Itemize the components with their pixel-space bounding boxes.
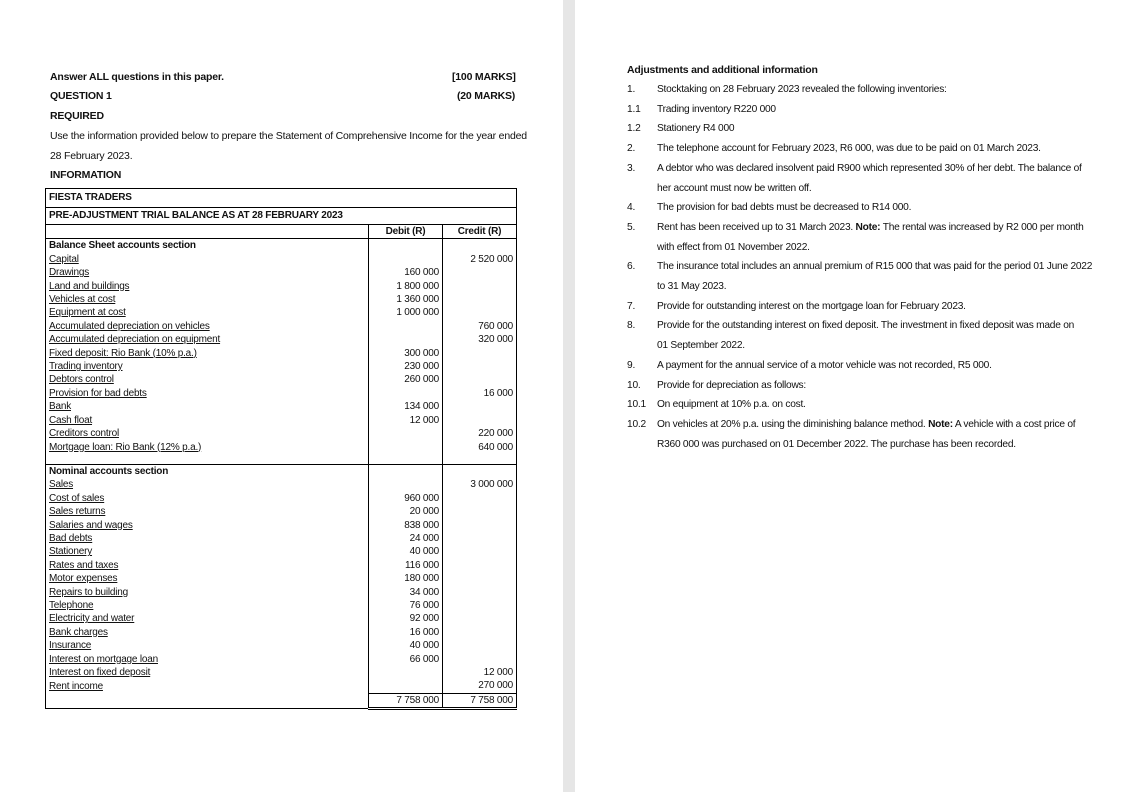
adjustment-text: Provide for outstanding interest on the mortgage loan for February 2023. [657,300,966,312]
credit-value [443,519,517,532]
debit-value: 1 000 000 [369,306,443,319]
credit-value [443,492,517,505]
table-row [46,572,517,585]
table-row [46,599,517,612]
debit-value [369,253,443,266]
credit-value [443,266,517,279]
table-row [46,427,517,440]
account-name: Salaries and wages [49,519,133,531]
adjustment-number: 10.2 [627,418,647,430]
adjustment-number: 1.2 [627,123,641,135]
debit-value: 230 000 [369,360,443,373]
adjustment-text: Stationery R4 000 [657,123,735,135]
adjustment-text: Stocktaking on 28 February 2023 revealed the following inventories: [657,84,947,95]
debit-value: 24 000 [369,532,443,545]
adjustment-text: Provide for the outstanding interest on fixed deposit. The investment in fixed deposit was made on [657,320,1075,332]
debit-value: 76 000 [369,599,443,612]
account-name: Sales returns [49,506,106,518]
credit-value [443,545,517,558]
total-row [46,693,517,708]
account-name: Bank [49,401,71,413]
debit-value: 12 000 [369,414,443,427]
table-row [46,320,517,333]
instruction-text: Answer ALL questions in this paper. [50,71,224,83]
credit-value [443,599,517,612]
table-row [46,333,517,346]
trial-balance-table [45,188,517,710]
account-name: Bank charges [49,626,108,638]
adjustment-text: 01 September 2022. [657,340,745,352]
table-row [46,373,517,386]
table-row [46,559,517,572]
adjustment-text: her account must now be written off. [657,182,812,194]
company-name: FIESTA TRADERS [46,189,517,208]
account-name: Vehicles at cost [49,294,116,306]
adjustment-number: 10.1 [627,399,647,411]
adjustment-text: On vehicles at 20% p.a. using the diminishing balance method. Note: A vehicle with a cost price of [657,418,1076,430]
credit-value [443,639,517,652]
balance-sheet-heading: Balance Sheet accounts section [46,239,369,253]
account-name: Bad debts [49,532,93,544]
adjustment-text: A debtor who was declared insolvent paid R900 which represented 30% of her debt. The balance of [657,162,1082,174]
debit-value [369,333,443,346]
adjustment-text: with effect from 01 November 2022. [657,241,810,253]
table-row [46,387,517,400]
account-name: Accumulated depreciation on vehicles [49,320,210,332]
debit-value [369,320,443,333]
account-name: Insurance [49,640,92,652]
credit-value [443,559,517,572]
debit-header: Debit (R) [369,225,443,239]
balance-sheet-heading-row [46,239,517,253]
table-row [46,653,517,666]
adjustment-number: 9. [627,359,636,371]
total-debit: 7 758 000 [369,693,443,708]
table-row [46,414,517,427]
adjustments-title: Adjustments and additional information [627,64,818,76]
table-row [46,626,517,639]
table-row [46,679,517,693]
trial-balance-title: PRE-ADJUSTMENT TRIAL BALANCE AS AT 28 FEBRUARY 2023 [46,208,517,225]
table-row [46,519,517,532]
account-name: Debtors control [49,374,114,386]
debit-value [369,478,443,491]
table-row [46,478,517,491]
debit-value [369,427,443,440]
debit-value: 66 000 [369,653,443,666]
account-name: Cash float [49,414,93,426]
credit-value [443,505,517,518]
debit-value: 34 000 [369,586,443,599]
table-row [46,347,517,360]
column-header-row [46,225,517,239]
credit-value: 640 000 [443,441,517,454]
credit-value: 760 000 [443,320,517,333]
debit-value: 20 000 [369,505,443,518]
required-text-line1: Use the information provided below to prepare the Statement of Comprehensive Income for the year ended [50,130,527,142]
debit-value: 40 000 [369,639,443,652]
credit-value: 270 000 [443,679,517,693]
credit-value [443,612,517,625]
table-row [46,532,517,545]
adjustment-number: 3. [627,162,636,174]
debit-value: 960 000 [369,492,443,505]
credit-value [443,306,517,319]
account-name: Creditors control [49,428,119,440]
credit-value: 320 000 [443,333,517,346]
account-name: Equipment at cost [49,307,126,319]
credit-value [443,280,517,293]
table-row [46,280,517,293]
credit-value [443,400,517,413]
nominal-heading: Nominal accounts section [46,464,369,478]
debit-value: 16 000 [369,626,443,639]
adjustment-text: The insurance total includes an annual premium of R15 000 that was paid for the period 01 June 2022 [657,261,1093,273]
debit-value: 180 000 [369,572,443,585]
credit-value: 3 000 000 [443,478,517,491]
debit-value [369,441,443,454]
credit-value: 12 000 [443,666,517,679]
adjustment-text: The provision for bad debts must be decreased to R14 000. [657,202,912,214]
adjustment-number: 5. [627,221,636,233]
adjustment-number: 10. [627,379,641,391]
account-name: Rent income [49,680,103,692]
debit-value: 1 800 000 [369,280,443,293]
credit-value: 16 000 [443,387,517,400]
adjustment-text: A payment for the annual service of a motor vehicle was not recorded, R5 000. [657,359,992,371]
debit-value: 160 000 [369,266,443,279]
note-label: Note: [855,221,881,233]
credit-value [443,653,517,666]
credit-value: 220 000 [443,427,517,440]
account-name: Rates and taxes [49,559,119,571]
account-name: Trading inventory [49,361,123,373]
account-name: Electricity and water [49,613,135,625]
credit-value [443,572,517,585]
credit-value [443,293,517,306]
table-row [46,545,517,558]
debit-value [369,387,443,400]
account-name: Drawings [49,267,90,279]
account-name: Provision for bad debts [49,387,147,399]
adjustment-number: 1. [627,84,636,95]
adjustment-text: to 31 May 2023. [657,281,727,292]
required-heading: REQUIRED [50,110,104,122]
adjustment-text: Trading inventory R220 000 [657,103,776,115]
account-name: Land and buildings [49,280,130,292]
table-row [46,666,517,679]
adjustment-text: On equipment at 10% p.a. on cost. [657,399,806,411]
credit-value [443,360,517,373]
table-row [46,441,517,454]
credit-value: 2 520 000 [443,253,517,266]
debit-value: 116 000 [369,559,443,572]
right-page [575,0,1143,792]
credit-header: Credit (R) [443,225,517,239]
note-label: Note: [928,418,953,430]
question-marks: (20 MARKS) [457,90,516,102]
required-text-line2: 28 February 2023. [50,150,133,162]
credit-value [443,586,517,599]
account-name: Interest on mortgage loan [49,653,158,665]
account-name: Capital [49,253,79,265]
debit-value: 300 000 [369,347,443,360]
account-name: Mortgage loan: Rio Bank (12% p.a.) [49,441,202,453]
account-name: Cost of sales [49,492,105,504]
debit-value: 260 000 [369,373,443,386]
question-heading: QUESTION 1 [50,90,112,102]
debit-value: 92 000 [369,612,443,625]
adjustment-number: 8. [627,320,636,332]
total-credit: 7 758 000 [443,693,517,708]
table-row [46,612,517,625]
table-row [46,639,517,652]
title-row [46,208,517,225]
table-row [46,306,517,319]
account-name: Motor expenses [49,573,118,585]
credit-value [443,414,517,427]
debit-value [369,679,443,693]
table-row [46,293,517,306]
account-name: Repairs to building [49,586,129,598]
debit-value: 1 360 000 [369,293,443,306]
account-name: Stationery [49,546,93,558]
credit-value [443,626,517,639]
adjustment-text: Rent has been received up to 31 March 2023. Note: The rental was increased by R2 000 per month [657,221,1084,233]
credit-value [443,532,517,545]
table-row [46,505,517,518]
spacer-row [46,454,517,465]
account-name: Sales [49,479,74,491]
account-name: Telephone [49,599,94,611]
adjustment-number: 6. [627,261,636,273]
table-row [46,360,517,373]
information-heading: INFORMATION [50,169,122,181]
company-row [46,189,517,208]
account-name: Fixed deposit: Rio Bank (10% p.a.) [49,347,197,359]
account-name: Accumulated depreciation on equipment [49,334,221,346]
table-row [46,266,517,279]
debit-value: 40 000 [369,545,443,558]
table-row [46,253,517,266]
table-row [46,400,517,413]
adjustment-number: 1.1 [627,103,641,115]
adjustment-number: 2. [627,143,636,155]
adjustment-text: Provide for depreciation as follows: [657,379,806,391]
debit-value: 134 000 [369,400,443,413]
adjustment-number: 4. [627,202,636,214]
table-row [46,492,517,505]
debit-value: 838 000 [369,519,443,532]
adjustment-text: R360 000 was purchased on 01 December 2022. The purchase has been recorded. [657,438,1016,450]
debit-value [369,666,443,679]
credit-value [443,347,517,360]
account-name: Interest on fixed deposit [49,667,151,678]
credit-value [443,373,517,386]
total-marks: [100 MARKS] [452,71,516,83]
adjustment-number: 7. [627,300,636,312]
nominal-heading-row [46,464,517,478]
adjustment-text: The telephone account for February 2023, R6 000, was due to be paid on 01 March 2023. [657,143,1041,155]
table-row [46,586,517,599]
